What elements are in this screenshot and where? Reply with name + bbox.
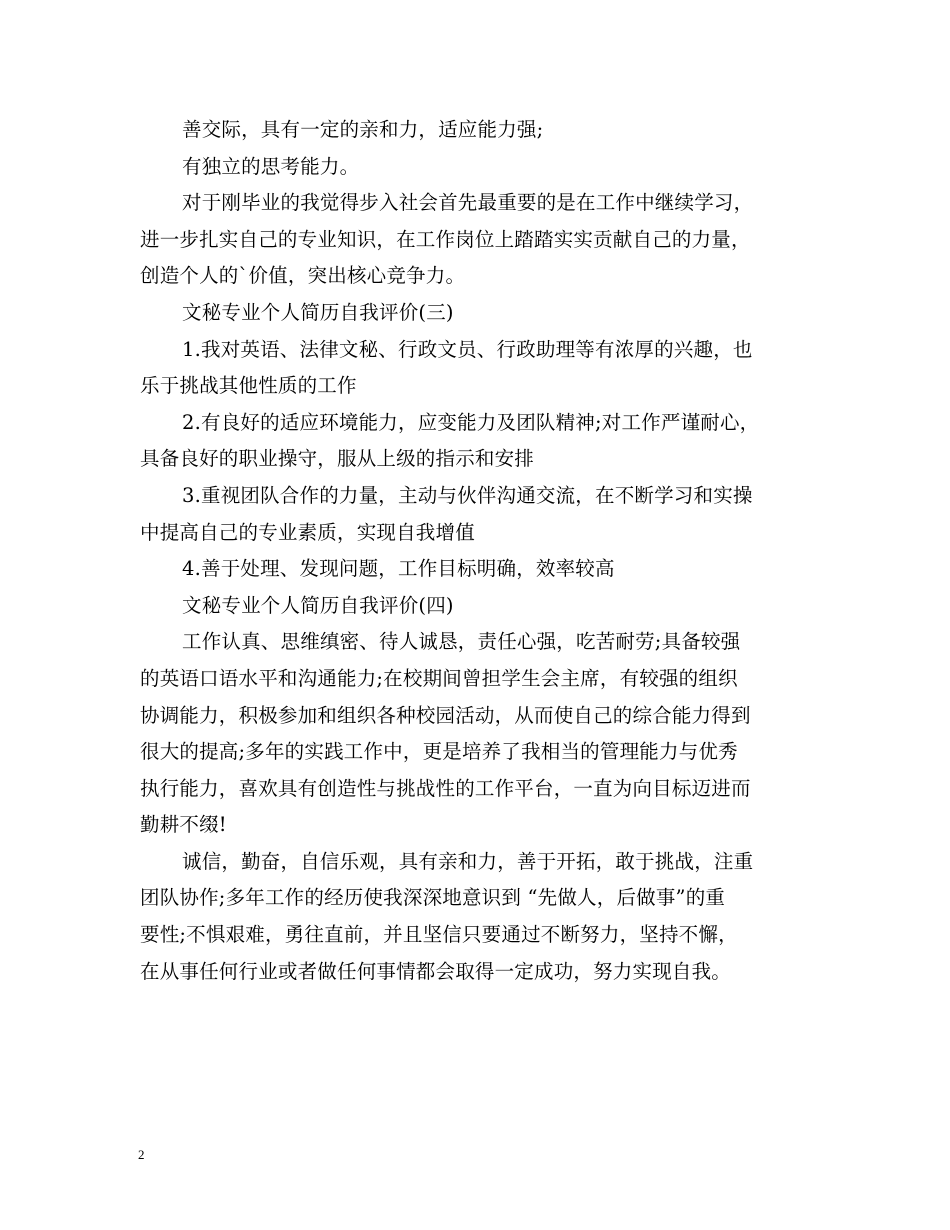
- list-item-line: 2.有良好的适应环境能力，应变能力及团队精神;对工作严谨耐心，: [182, 410, 760, 434]
- section-heading: 文秘专业个人简历自我评价(三): [182, 300, 454, 324]
- paragraph-line: 要性;不惧艰难，勇往直前，并且坚信只要通过不断努力，坚持不懈，: [140, 923, 738, 947]
- list-item-line: 1.我对英语、法律文秘、行政文员、行政助理等有浓厚的兴趣，也: [182, 337, 753, 361]
- paragraph-line: 勤耕不缀!: [140, 813, 227, 837]
- paragraph-line: 协调能力，积极参加和组织各种校园活动，从而使自己的综合能力得到: [140, 703, 751, 727]
- paragraph-line: 创造个人的`价值，突出核心竞争力。: [140, 264, 466, 288]
- section-heading: 文秘专业个人简历自我评价(四): [182, 593, 454, 617]
- paragraph-line: 团队协作;多年工作的经历使我深深地意识到 “先做人，后做事”的重: [140, 886, 726, 910]
- paragraph-line: 工作认真、思维缜密、待人诚恳，责任心强，吃苦耐劳;具备较强: [182, 630, 741, 654]
- paragraph-line: 在从事任何行业或者做任何事情都会取得一定成功，努力实现自我。: [140, 959, 732, 983]
- paragraph-line: 诚信，勤奋，自信乐观，具有亲和力，善于开拓，敢于挑战，注重: [182, 849, 754, 873]
- body-text: [140, 112, 820, 990]
- paragraph-line: 很大的提高;多年的实践工作中，更是培养了我相当的管理能力与优秀: [140, 740, 738, 764]
- paragraph-line: 对于刚毕业的我觉得步入社会首先最重要的是在工作中继续学习，: [182, 191, 754, 215]
- list-item-line: 具备良好的职业操守，服从上级的指示和安排: [140, 447, 535, 471]
- paragraph-line: 执行能力，喜欢具有创造性与挑战性的工作平台，一直为向目标迈进而: [140, 776, 751, 800]
- list-item-line: 中提高自己的专业素质，实现自我增值: [140, 520, 475, 544]
- page-number: 2: [138, 1147, 145, 1162]
- paragraph-line: 有独立的思考能力。: [182, 154, 360, 178]
- list-item-line: 3.重视团队合作的力量，主动与伙伴沟通交流，在不断学习和实操: [182, 483, 753, 507]
- paragraph-line: 的英语口语水平和沟通能力;在校期间曾担学生会主席，有较强的组织: [140, 666, 738, 690]
- list-item-line: 4.善于处理、发现问题，工作目标明确，效率较高: [182, 557, 615, 581]
- paragraph-line: 进一步扎实自己的专业知识，在工作岗位上踏踏实实贡献自己的力量，: [140, 227, 751, 251]
- list-item-line: 乐于挑战其他性质的工作: [140, 374, 357, 398]
- paragraph-line: 善交际，具有一定的亲和力，适应能力强;: [182, 118, 544, 141]
